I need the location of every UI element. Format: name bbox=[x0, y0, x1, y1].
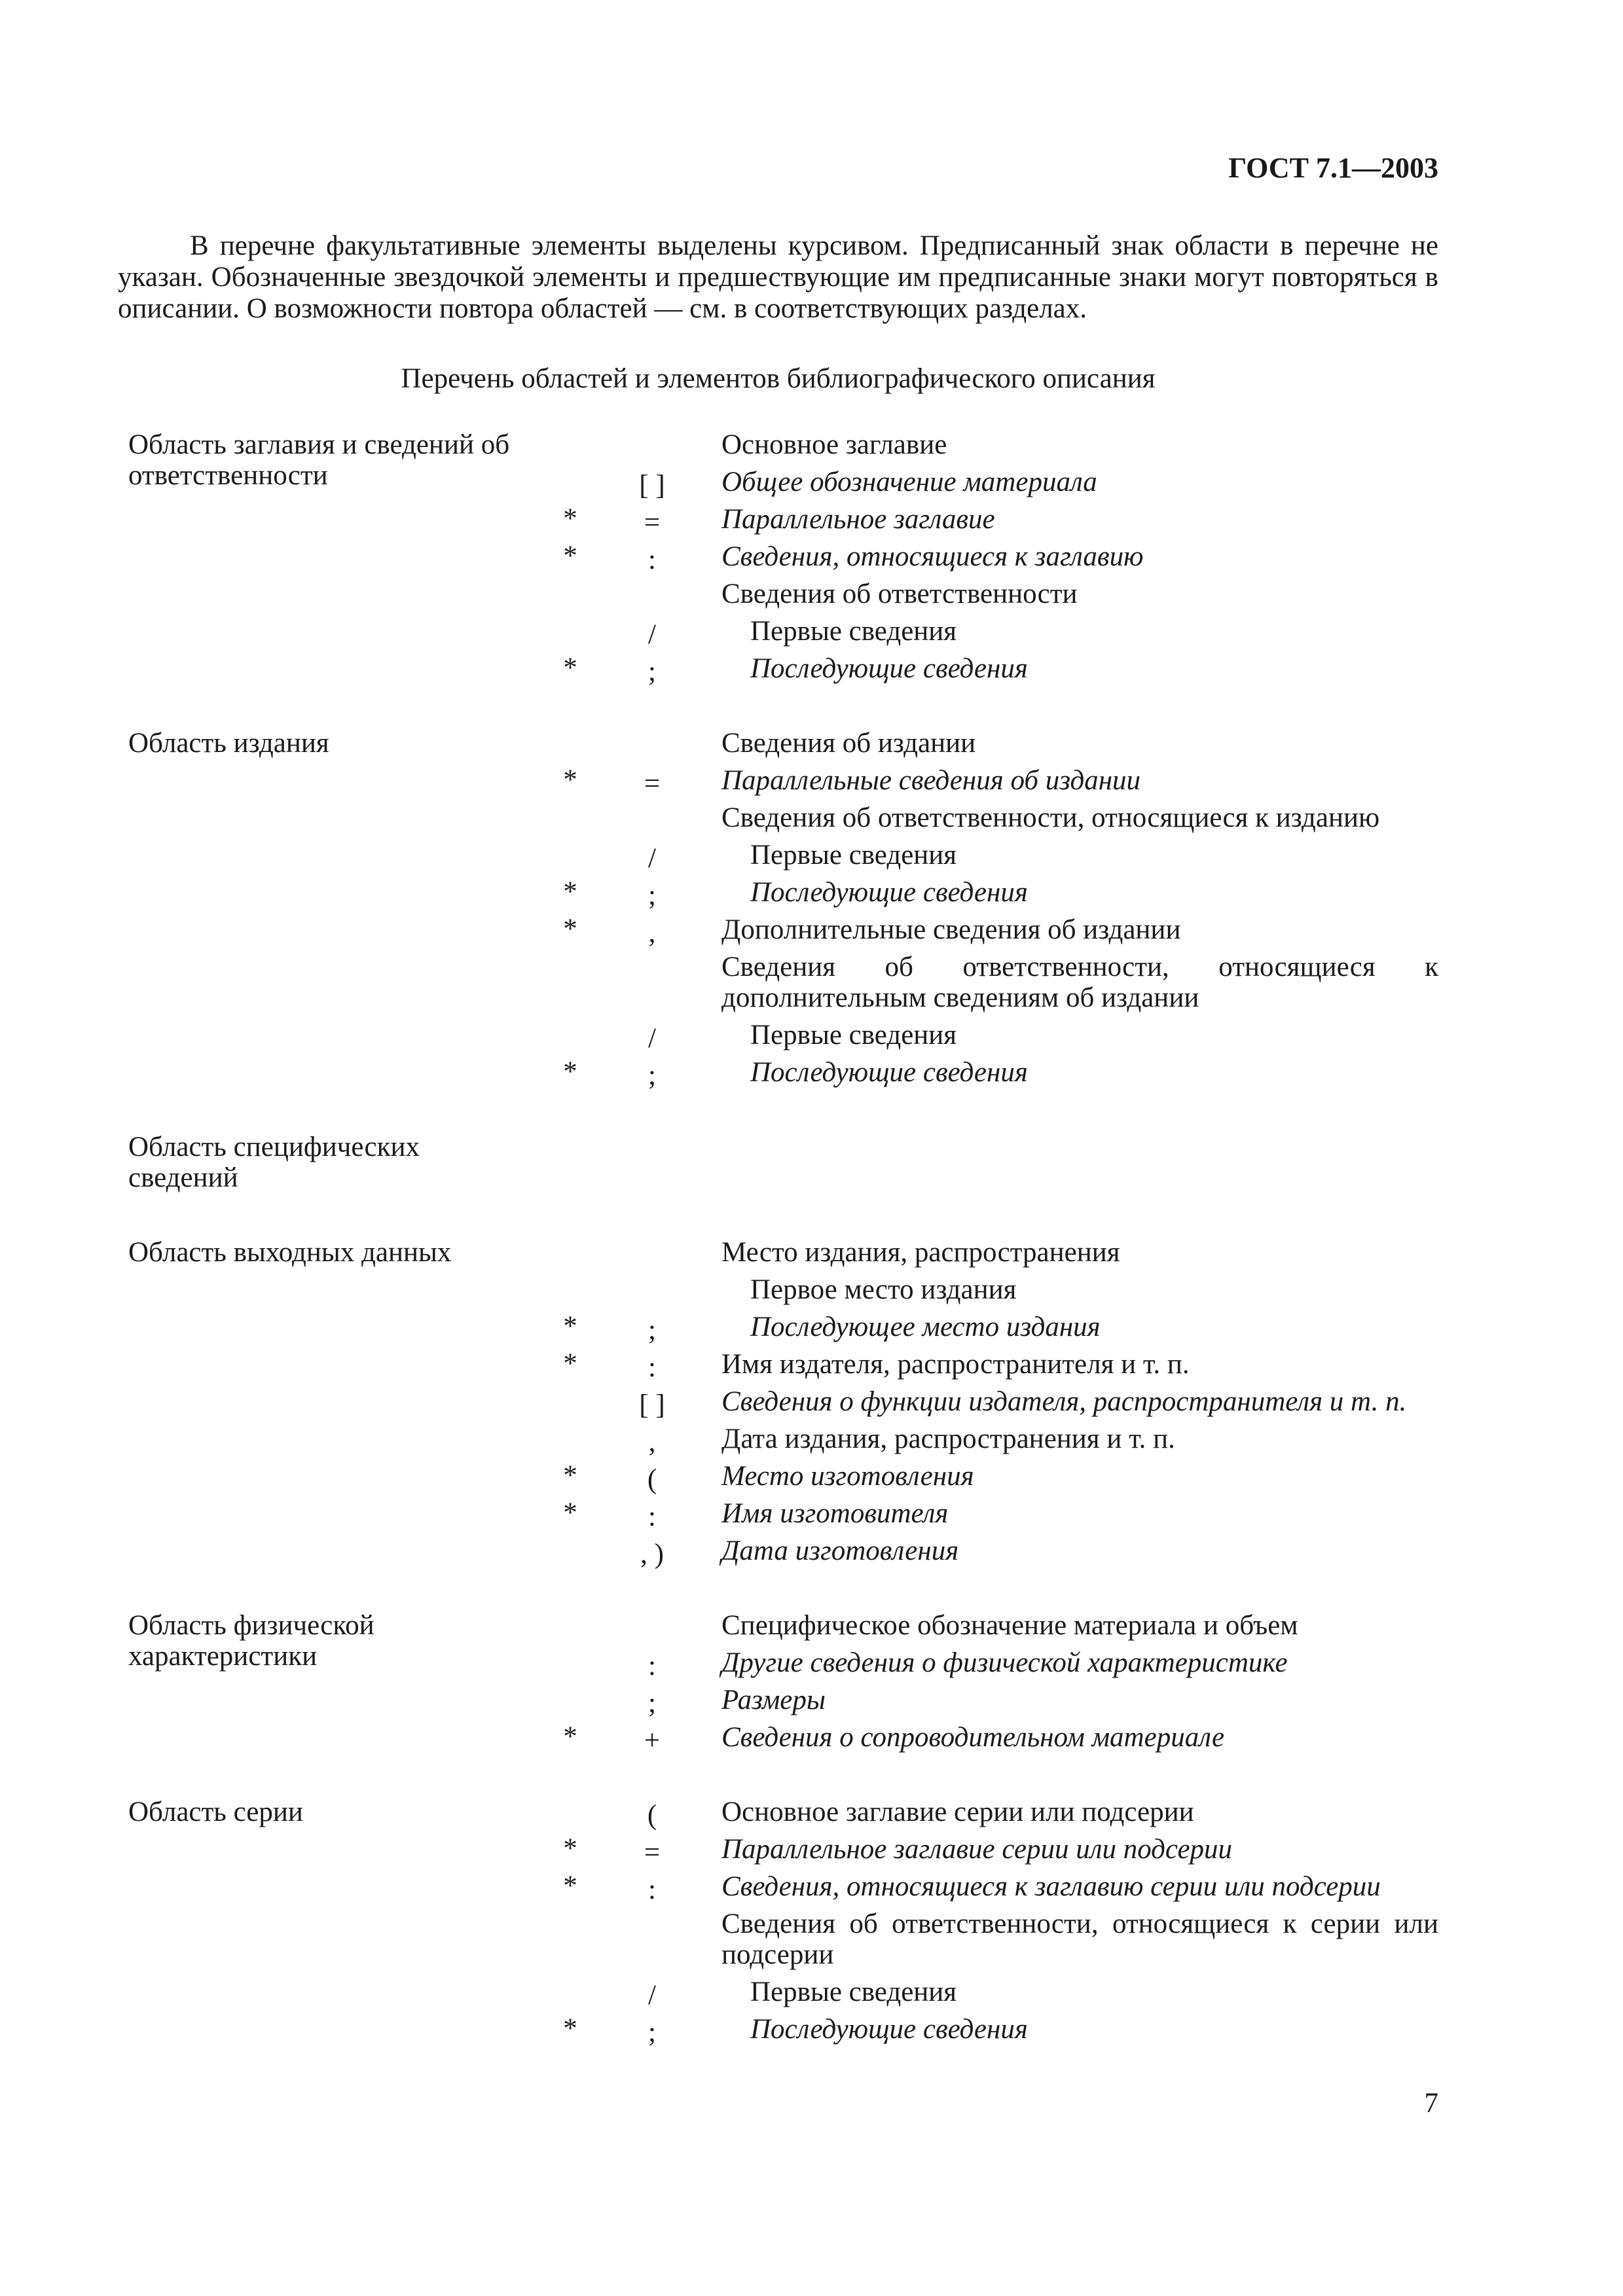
intro-paragraph: В перечне факультативные элементы выделены курсивом. Предписанный знак области в перечне не указан. Обозначенные звездочкой элементы и предшествующие им предписанные знаки могут повторяться в описании. О возможности повтора областей — см. в соответствующих разделах. bbox=[118, 230, 1438, 324]
repeat-star: * bbox=[563, 1871, 577, 1901]
element-text: Специфическое обозначение материала и объем bbox=[721, 1610, 1298, 1641]
prescribed-sign: : bbox=[648, 1874, 656, 1905]
repeat-star: * bbox=[563, 541, 577, 571]
prescribed-sign: = bbox=[644, 507, 661, 538]
area-label: Область физической характеристики bbox=[128, 1610, 374, 1672]
repeat-star: * bbox=[563, 2013, 577, 2044]
standard-code: ГОСТ 7.1—2003 bbox=[1228, 152, 1438, 184]
prescribed-sign: / bbox=[648, 1980, 656, 2011]
list-title: Перечень областей и элементов библиографического описания bbox=[401, 363, 1156, 394]
area-specific-info bbox=[128, 1132, 1438, 1200]
prescribed-sign: = bbox=[644, 1837, 661, 1868]
prescribed-sign: , bbox=[648, 918, 656, 948]
element-text: Параллельные сведения об издании bbox=[721, 765, 1141, 796]
prescribed-sign: / bbox=[648, 1023, 656, 1054]
prescribed-sign: ( bbox=[647, 1800, 657, 1831]
element-text: Сведения о функции издателя, распространителя и т. п. bbox=[721, 1386, 1407, 1417]
element-text: Сведения об ответственности, относящиеся к дополнительным сведениям об издании bbox=[721, 952, 1438, 1013]
element-text: Сведения, относящиеся к заглавию серии или подсерии bbox=[721, 1871, 1381, 1902]
element-text: Параллельное заглавие bbox=[721, 504, 995, 535]
repeat-star: * bbox=[563, 914, 577, 944]
element-text: Сведения о сопроводительном материале bbox=[721, 1722, 1225, 1753]
element-text: Сведения об ответственности, относящиеся к изданию bbox=[721, 802, 1380, 833]
repeat-star: * bbox=[563, 503, 577, 534]
prescribed-sign: ; bbox=[648, 880, 656, 911]
repeat-star: * bbox=[563, 1348, 577, 1379]
element-text: Первые сведения bbox=[750, 616, 957, 647]
area-label: Область специфических сведений bbox=[128, 1132, 420, 1193]
element-text: Имя издателя, распространителя и т. п. bbox=[721, 1349, 1190, 1380]
element-text: Последующие сведения bbox=[750, 1057, 1028, 1088]
elements-table bbox=[128, 429, 1438, 2089]
element-text: Сведения, относящиеся к заглавию bbox=[721, 541, 1144, 572]
area-physical-description bbox=[128, 1610, 1438, 1759]
area-publication bbox=[128, 1237, 1438, 1573]
prescribed-sign: , bbox=[648, 1427, 656, 1458]
repeat-star: * bbox=[563, 764, 577, 795]
repeat-star: * bbox=[563, 1056, 577, 1087]
page-number: 7 bbox=[1424, 2088, 1438, 2119]
area-series bbox=[128, 1797, 1438, 2051]
repeat-star: * bbox=[563, 653, 577, 683]
prescribed-sign: + bbox=[644, 1725, 661, 1756]
element-text: Сведения об ответственности bbox=[721, 579, 1078, 609]
element-text: Общее обозначение материала bbox=[721, 467, 1097, 497]
repeat-star: * bbox=[563, 1833, 577, 1864]
element-text: Имя изготовителя bbox=[721, 1498, 949, 1529]
prescribed-sign: = bbox=[644, 768, 661, 799]
prescribed-sign: [ ] bbox=[639, 470, 665, 501]
repeat-star: * bbox=[563, 1460, 577, 1491]
element-text: Параллельное заглавие серии или подсерии bbox=[721, 1834, 1233, 1865]
prescribed-sign: ( bbox=[647, 1464, 657, 1495]
area-label: Область серии bbox=[128, 1797, 303, 1827]
element-text: Первое место издания bbox=[750, 1274, 1017, 1305]
prescribed-sign: : bbox=[648, 1501, 656, 1532]
prescribed-sign: [ ] bbox=[639, 1390, 665, 1420]
prescribed-sign: , ) bbox=[640, 1539, 664, 1570]
element-text: Основное заглавие серии или подсерии bbox=[721, 1797, 1194, 1827]
element-text: Место изготовления bbox=[721, 1461, 974, 1492]
element-text: Первые сведения bbox=[750, 1020, 957, 1050]
prescribed-sign: : bbox=[648, 545, 656, 575]
element-text: Другие сведения о физической характеристике bbox=[721, 1647, 1288, 1678]
element-text: Первые сведения bbox=[750, 840, 957, 870]
prescribed-sign: ; bbox=[648, 2017, 656, 2048]
prescribed-sign: : bbox=[648, 1352, 656, 1383]
prescribed-sign: : bbox=[648, 1651, 656, 1681]
element-text: Последующие сведения bbox=[750, 877, 1028, 908]
prescribed-sign: ; bbox=[648, 1688, 656, 1719]
element-text: Дата издания, распространения и т. п. bbox=[721, 1424, 1175, 1454]
element-text: Размеры bbox=[721, 1685, 826, 1715]
element-text: Место издания, распространения bbox=[721, 1237, 1120, 1268]
area-title-responsibility bbox=[128, 429, 1438, 691]
prescribed-sign: / bbox=[648, 619, 656, 650]
element-text: Дополнительные сведения об издании bbox=[721, 914, 1181, 945]
element-text: Сведения об ответственности, относящиеся к серии или подсерии bbox=[721, 1909, 1438, 1970]
prescribed-sign: ; bbox=[648, 1315, 656, 1346]
area-label: Область издания bbox=[128, 728, 329, 759]
element-text: Дата изготовления bbox=[721, 1535, 959, 1566]
element-text: Первые сведения bbox=[750, 1977, 957, 2007]
element-text: Основное заглавие bbox=[721, 429, 947, 460]
element-text: Сведения об издании bbox=[721, 728, 976, 759]
prescribed-sign: ; bbox=[648, 1060, 656, 1091]
repeat-star: * bbox=[563, 876, 577, 907]
element-text: Последующее место издания bbox=[750, 1312, 1101, 1342]
repeat-star: * bbox=[563, 1721, 577, 1752]
prescribed-sign: / bbox=[648, 843, 656, 874]
element-text: Последующие сведения bbox=[750, 2014, 1028, 2045]
area-label: Область выходных данных bbox=[128, 1237, 452, 1268]
repeat-star: * bbox=[563, 1311, 577, 1342]
repeat-star: * bbox=[563, 1498, 577, 1528]
area-label: Область заглавия и сведений об ответственности bbox=[128, 429, 510, 491]
prescribed-sign: ; bbox=[648, 656, 656, 687]
element-text: Последующие сведения bbox=[750, 653, 1028, 684]
area-edition bbox=[128, 728, 1438, 1094]
